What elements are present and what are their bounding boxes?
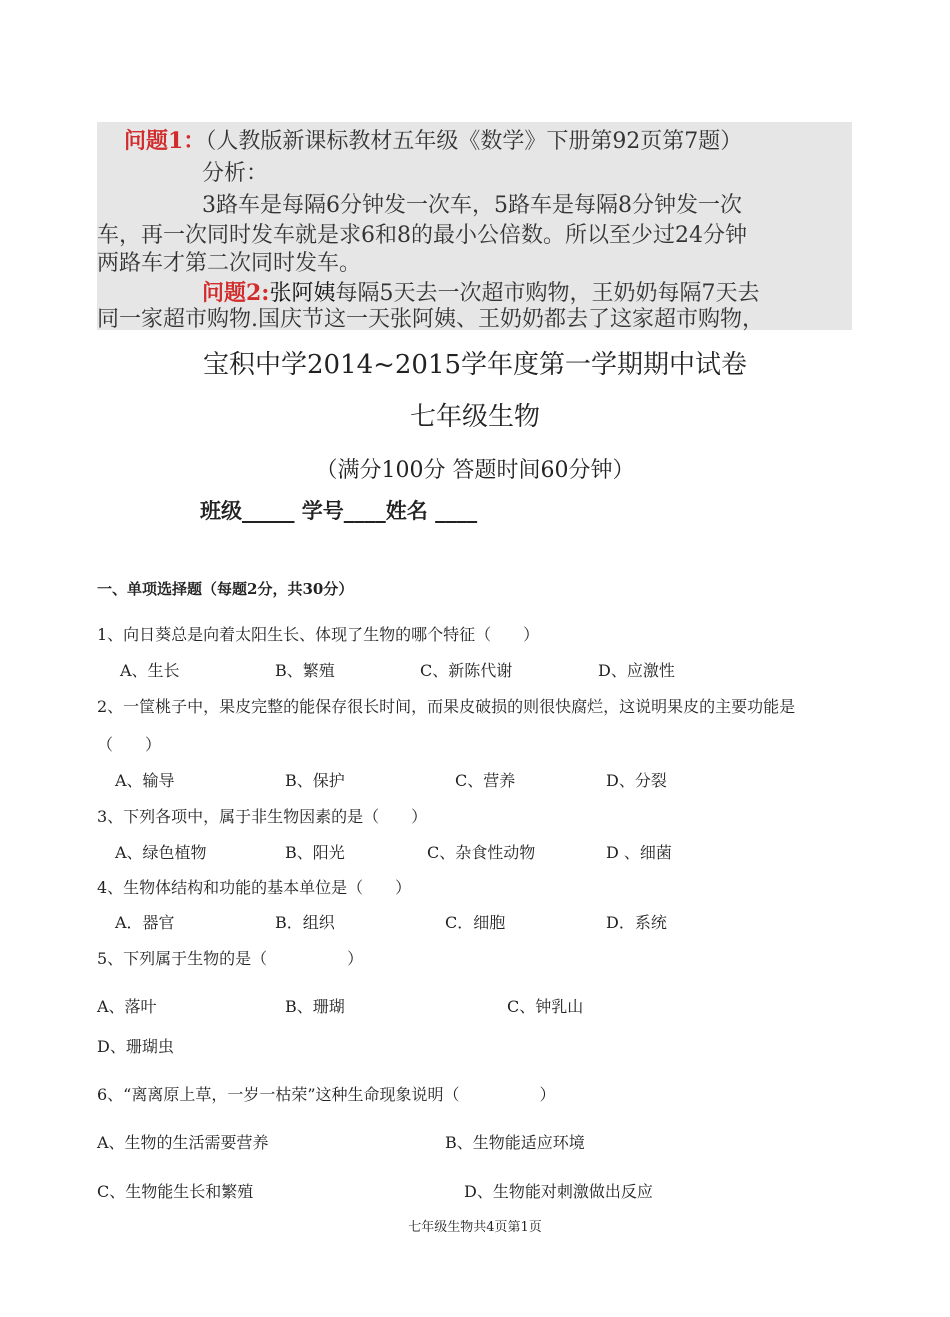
q3-option-d: D 、细菌 xyxy=(606,843,672,862)
banner-line-1: 问题1：（人教版新课标教材五年级《数学》下册第92页第7题） xyxy=(124,128,743,154)
q1-option-b: B、繁殖 xyxy=(275,661,335,680)
q6-option-a: A、生物的生活需要营养 xyxy=(97,1133,269,1152)
exam-subject: 七年级生物 xyxy=(409,402,540,432)
q5-option-c: C、钟乳山 xyxy=(507,997,584,1016)
q4-option-c: C．细胞 xyxy=(445,913,506,932)
section-1-heading: 一、单项选择题（每题2分，共30分） xyxy=(97,580,354,598)
q1-option-a: A、生长 xyxy=(120,661,180,680)
banner-line-3: 3路车是每隔6分钟发一次车，5路车是每隔8分钟发一次 xyxy=(202,193,742,218)
question-6-stem: 6、“离离原上草，一岁一枯荣”这种生命现象说明（ ） xyxy=(97,1085,556,1104)
q3-option-c: C、杂食性动物 xyxy=(427,843,536,862)
question-2-label: 问题2: xyxy=(202,280,270,306)
question-4-stem: 4、生物体结构和功能的基本单位是（ ） xyxy=(97,878,412,897)
q6-option-c: C、生物能生长和繁殖 xyxy=(97,1182,254,1201)
q5-option-a: A、落叶 xyxy=(97,997,157,1016)
question-5-stem: 5、下列属于生物的是（ ） xyxy=(97,949,364,968)
banner-line-6: 问题2:张阿姨每隔5天去一次超市购物，王奶奶每隔7天去 xyxy=(202,280,760,306)
student-info-line: 班级_____ 学号____姓名 ____ xyxy=(200,498,478,523)
q6-option-d: D、生物能对刺激做出反应 xyxy=(464,1182,653,1201)
q2-option-c: C、营养 xyxy=(455,771,516,790)
q3-option-a: A、绿色植物 xyxy=(115,843,207,862)
banner-line-5: 两路车才第二次同时发车。 xyxy=(97,251,362,276)
q2-option-d: D、分裂 xyxy=(606,771,667,790)
q6-option-b: B、生物能适应环境 xyxy=(445,1133,585,1152)
q5-option-d: D、珊瑚虫 xyxy=(97,1037,174,1056)
q1-option-c: C、新陈代谢 xyxy=(420,661,513,680)
banner-line-2: 分析： xyxy=(202,161,269,186)
question-1-label: 问题1： xyxy=(124,128,206,154)
exam-note: （满分100分 答题时间60分钟） xyxy=(315,458,635,483)
exam-title: 宝积中学2014~2015学年度第一学期期中试卷 xyxy=(202,350,748,380)
q4-option-d: D．系统 xyxy=(606,913,667,932)
question-2-stem-cont: （ ） xyxy=(97,735,162,754)
q4-option-b: B．组织 xyxy=(275,913,335,932)
q3-option-b: B、阳光 xyxy=(285,843,345,862)
q1-option-d: D、应激性 xyxy=(598,661,675,680)
banner-line-4: 车，再一次同时发车就是求6和8的最小公倍数。所以至少过24分钟 xyxy=(97,223,747,248)
q2-option-b: B、保护 xyxy=(285,771,345,790)
q2-option-a: A、输导 xyxy=(115,771,175,790)
page-footer: 七年级生物共4页第1页 xyxy=(408,1220,542,1235)
question-3-stem: 3、下列各项中，属于非生物因素的是（ ） xyxy=(97,807,428,826)
q5-option-b: B、珊瑚 xyxy=(285,997,345,1016)
question-1-stem: 1、向日葵总是向着太阳生长、体现了生物的哪个特征（ ） xyxy=(97,625,540,644)
question-2-stem: 2、一筐桃子中，果皮完整的能保存很长时间，而果皮破损的则很快腐烂，这说明果皮的主要功能是 xyxy=(97,697,796,716)
banner-line-7: 同一家超市购物.国庆节这一天张阿姨、王奶奶都去了这家超市购物， xyxy=(97,307,764,332)
q4-option-a: A．器官 xyxy=(115,913,175,932)
